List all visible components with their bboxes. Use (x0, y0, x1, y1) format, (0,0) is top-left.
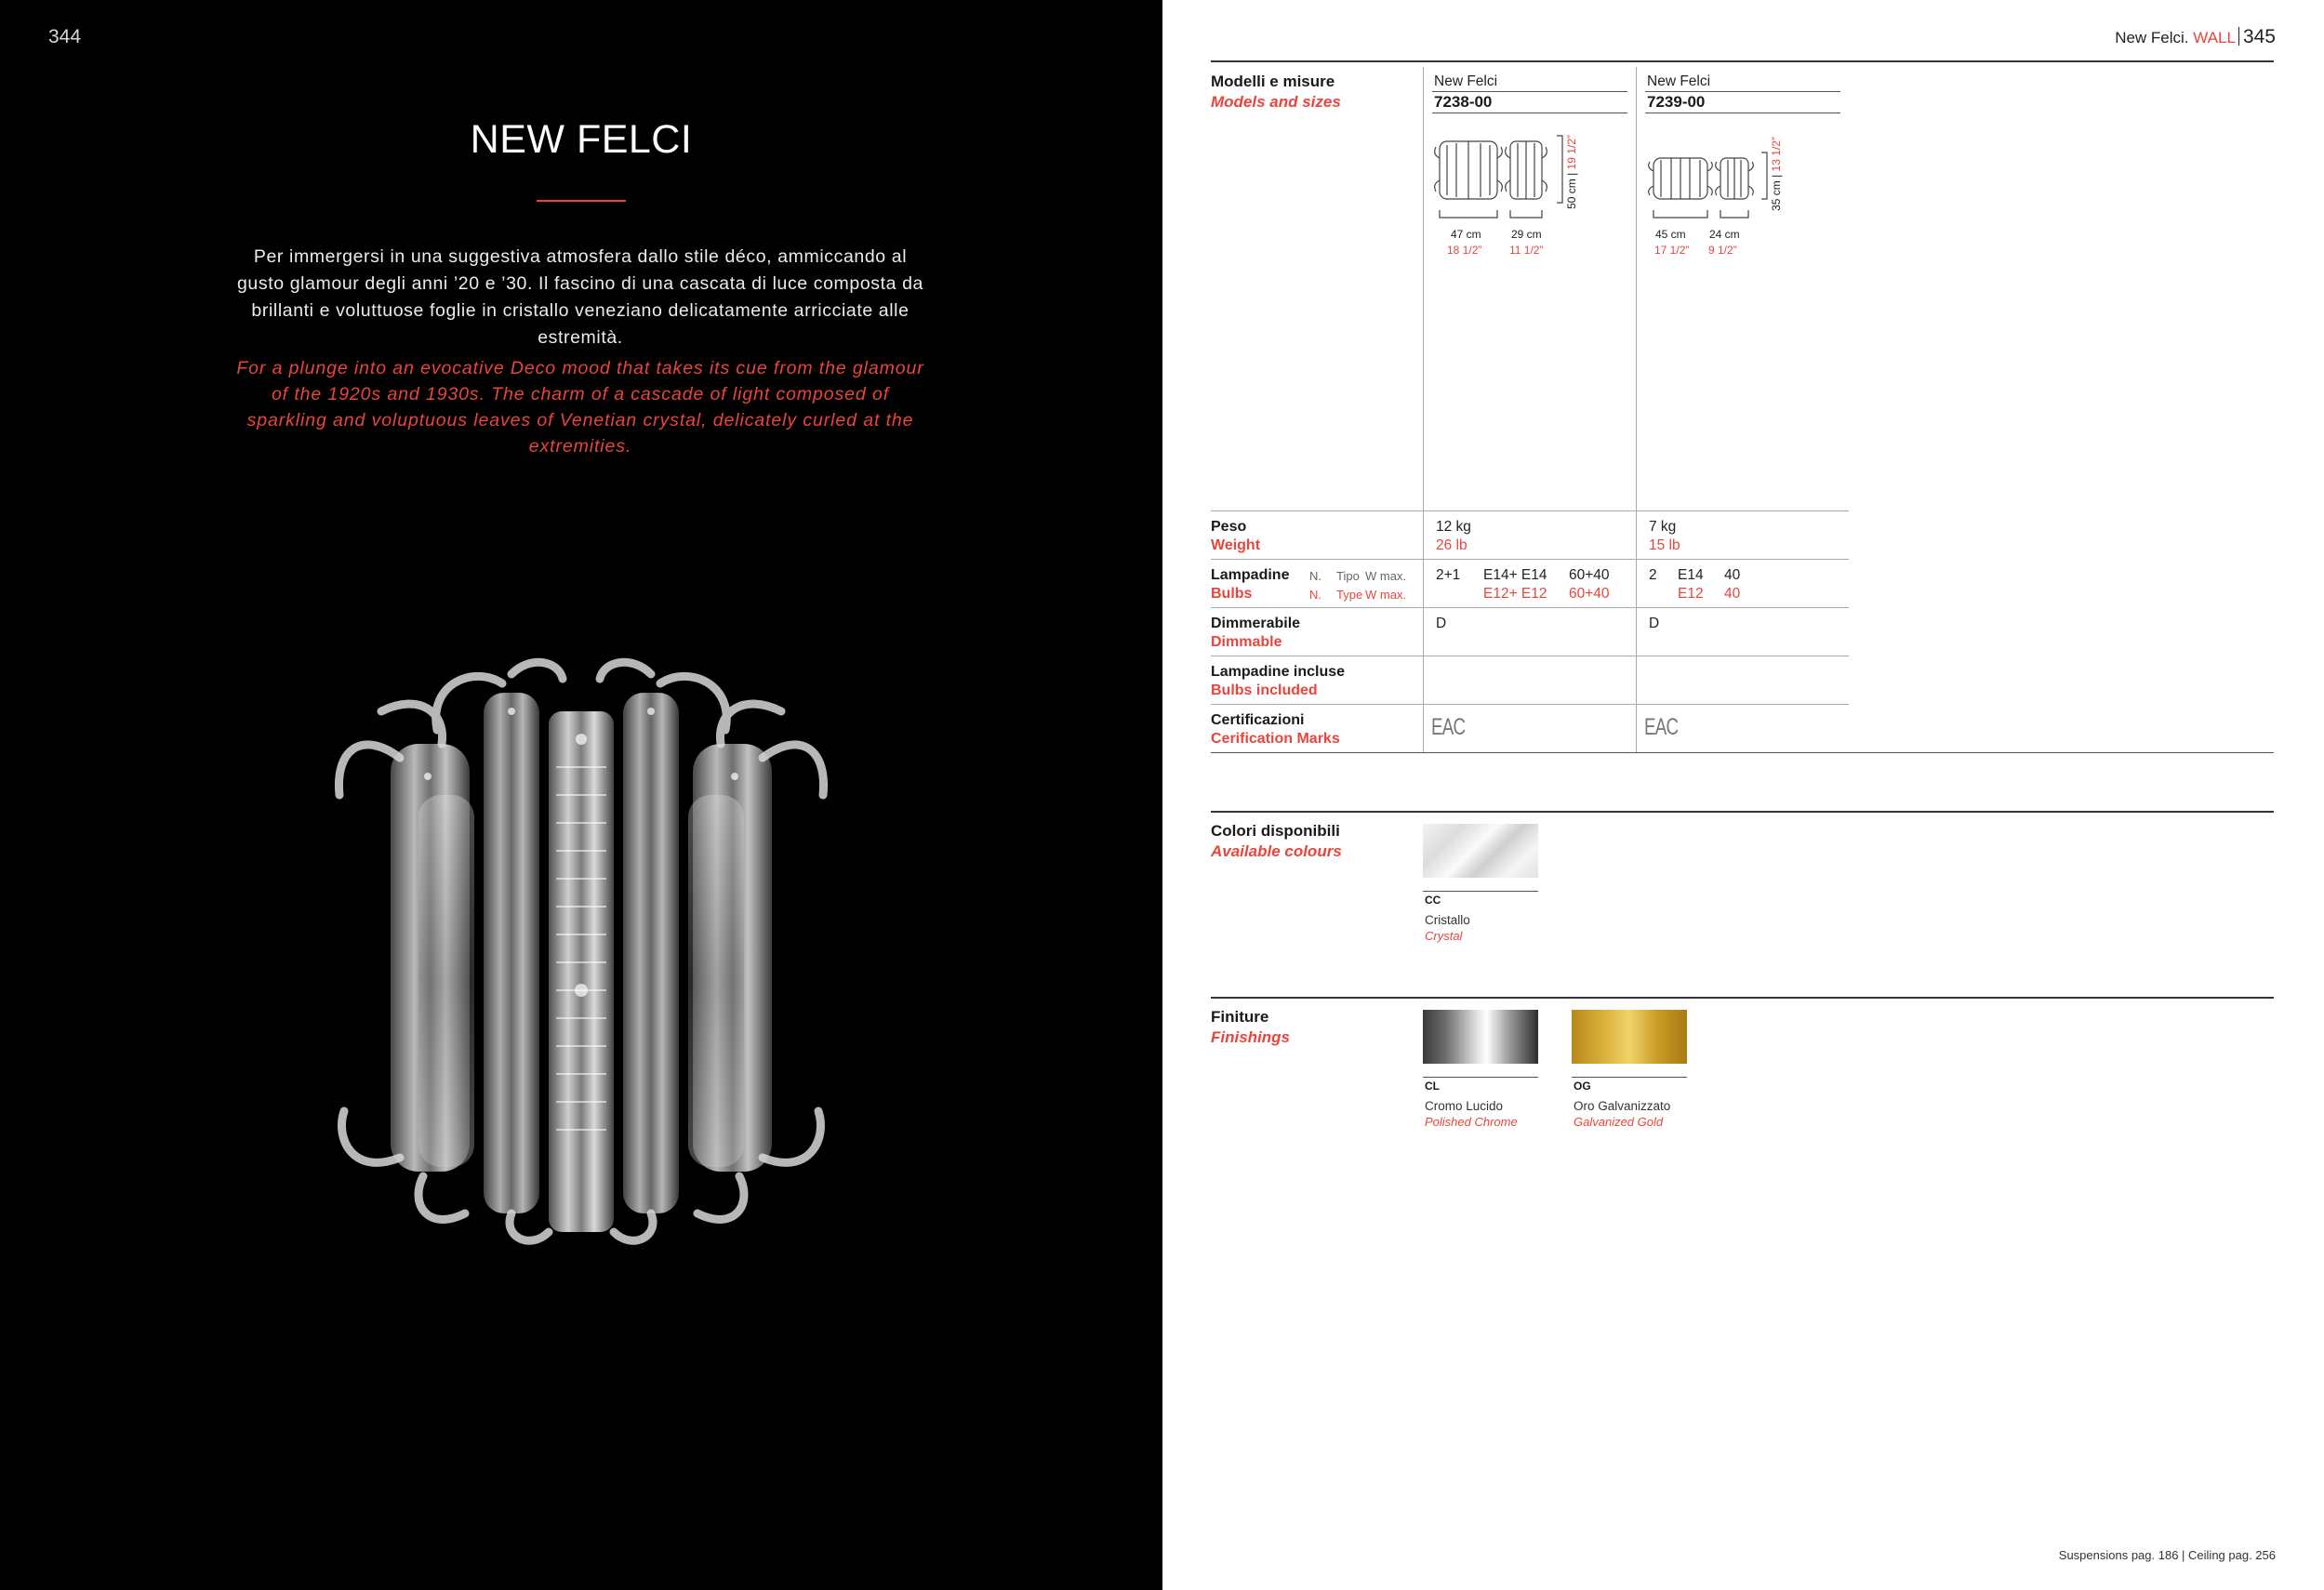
bulbs-n-label-it: N. (1309, 569, 1321, 583)
included-label-en: Bulbs included (1211, 682, 1318, 698)
model-1-bulbs-type: E14+ E14 (1483, 567, 1547, 583)
cert-label-en: Cerification Marks (1211, 731, 1340, 747)
bulbs-w-label-en: W max. (1365, 588, 1407, 602)
crystal-code: CC (1425, 894, 1441, 907)
model-2-width-in: 17 1/2” (1654, 244, 1690, 257)
gold-name-it: Oro Galvanizzato (1574, 1099, 1671, 1113)
model-1-depth-in: 11 1/2” (1509, 244, 1544, 257)
gold-name-en: Galvanized Gold (1574, 1115, 1664, 1129)
model-1-name: New Felci (1434, 73, 1498, 89)
model-1-weight-kg: 12 kg (1436, 519, 1471, 535)
models-label-it: Modelli e misure (1211, 73, 1335, 90)
model-2-weight-lb: 15 lb (1649, 537, 1680, 553)
model-1-weight-lb: 26 lb (1436, 537, 1467, 553)
bulbs-type-label-it: Tipo (1336, 569, 1360, 583)
cross-reference-footer: Suspensions pag. 186 | Ceiling pag. 256 (2058, 1548, 2276, 1562)
bulbs-label-en: Bulbs (1211, 586, 1253, 602)
model-1-dimmable: D (1436, 616, 1447, 631)
model-1-bulbs-n: 2+1 (1436, 567, 1461, 583)
product-title: NEW FELCI (470, 117, 693, 162)
model-1-width-in: 18 1/2” (1447, 244, 1482, 257)
chrome-swatch (1423, 1010, 1538, 1064)
model-2-bulbs-type-us: E12 (1678, 586, 1704, 602)
spec-rule-bottom (1211, 752, 2274, 753)
model-2-height-in: 13 1/2” (1769, 137, 1783, 172)
title-underline (537, 200, 626, 202)
page-header (2115, 26, 2276, 48)
model-2-name: New Felci (1647, 73, 1711, 89)
gold-code: OG (1574, 1080, 1591, 1093)
models-label-en: Models and sizes (1211, 93, 1341, 111)
model-1-height-cm: 50 cm (1564, 179, 1578, 209)
model-2-dimmable: D (1649, 616, 1660, 631)
model-1-depth-cm: 29 cm (1511, 228, 1542, 241)
model-2-depth-in: 9 1/2” (1708, 244, 1737, 257)
chrome-code: CL (1425, 1080, 1440, 1093)
model-2-code: 7239-00 (1647, 93, 1706, 111)
right-page (1162, 0, 2324, 1590)
page-number-left: 344 (48, 26, 82, 47)
model-2-weight-kg: 7 kg (1649, 519, 1677, 535)
description-english: For a plunge into an evocative Deco mood that takes its cue from the glamour of the 1920s and 1930s. The charm of a cascade of light composed of sparkling and voluptuous leaves of Venetian crystal, delicately curled at the extremities. (236, 358, 924, 457)
colours-label-it: Colori disponibili (1211, 822, 1340, 840)
weight-label-en: Weight (1211, 537, 1261, 553)
model-1-height: 50 cm | 19 1/2” (1564, 135, 1578, 209)
model-1-eac-mark: EAC (1431, 714, 1466, 740)
included-label-it: Lampadine incluse (1211, 664, 1346, 680)
column-divider-1 (1423, 67, 1424, 752)
spec-rule-5 (1211, 704, 1849, 705)
cert-label-it: Certificazioni (1211, 712, 1305, 728)
weight-label-it: Peso (1211, 519, 1247, 535)
colours-rule (1211, 811, 2274, 813)
description-italian: Per immergersi in una suggestiva atmosfera dallo stile déco, ammiccando al gusto glamour degli anni ’20 e ’30. Il fascino di una cascata di luce composta da brillanti e voluttuose foglie in cristallo veneziano delicatamente arricciate alle estremità. (236, 246, 924, 348)
header-divider (2238, 27, 2239, 46)
finishings-label-en: Finishings (1211, 1028, 1290, 1046)
crystal-name-it: Cristallo (1425, 913, 1470, 927)
gold-swatch-rule (1572, 1077, 1687, 1078)
finishings-label-it: Finiture (1211, 1008, 1269, 1026)
chrome-name-it: Cromo Lucido (1425, 1099, 1504, 1113)
bulbs-n-label-en: N. (1309, 588, 1321, 602)
model-2-height-cm: 35 cm (1769, 180, 1783, 211)
model-1-code: 7238-00 (1434, 93, 1493, 111)
model-2-width-cm: 45 cm (1655, 228, 1686, 241)
model-2-eac-mark: EAC (1644, 714, 1679, 740)
model-2-bulbs-type: E14 (1678, 567, 1704, 583)
crystal-swatch (1423, 824, 1538, 878)
spec-rule-2 (1211, 559, 1849, 560)
model-1-width-cm: 47 cm (1451, 228, 1481, 241)
dimmable-label-en: Dimmable (1211, 634, 1282, 650)
model-2-depth-cm: 24 cm (1709, 228, 1740, 241)
header-product: New Felci. (2115, 29, 2189, 46)
bulbs-label-it: Lampadine (1211, 567, 1290, 583)
header-category: WALL (2193, 29, 2236, 46)
crystal-swatch-rule (1423, 891, 1538, 892)
model-1-bulbs-w-us: 60+40 (1569, 586, 1610, 602)
model-1-bulbs-type-us: E12+ E12 (1483, 586, 1547, 602)
model-1-height-in: 19 1/2” (1564, 135, 1578, 170)
header-rule (1211, 60, 2274, 62)
dimmable-label-it: Dimmerabile (1211, 616, 1301, 631)
spec-rule-3 (1211, 607, 1849, 608)
bulbs-type-label-en: Type (1336, 588, 1363, 602)
bulbs-w-label-it: W max. (1365, 569, 1407, 583)
crystal-name-en: Crystal (1425, 929, 1463, 943)
page-number-right: 345 (2242, 26, 2276, 47)
model-1-name-rule (1432, 91, 1627, 92)
chrome-name-en: Polished Chrome (1425, 1115, 1518, 1129)
spec-rule-1 (1211, 510, 1849, 511)
model-2-bulbs-w-us: 40 (1724, 586, 1741, 602)
finishings-rule (1211, 997, 2274, 999)
gold-swatch (1572, 1010, 1687, 1064)
column-divider-2 (1636, 67, 1637, 752)
lamp-photo (325, 656, 837, 1251)
colours-label-en: Available colours (1211, 842, 1342, 860)
model-2-bulbs-w: 40 (1724, 567, 1741, 583)
model-1-bulbs-w: 60+40 (1569, 567, 1610, 583)
model-2-bulbs-n: 2 (1649, 567, 1657, 583)
model-2-height: 35 cm | 13 1/2” (1769, 137, 1783, 211)
chrome-swatch-rule (1423, 1077, 1538, 1078)
model-2-name-rule (1645, 91, 1840, 92)
